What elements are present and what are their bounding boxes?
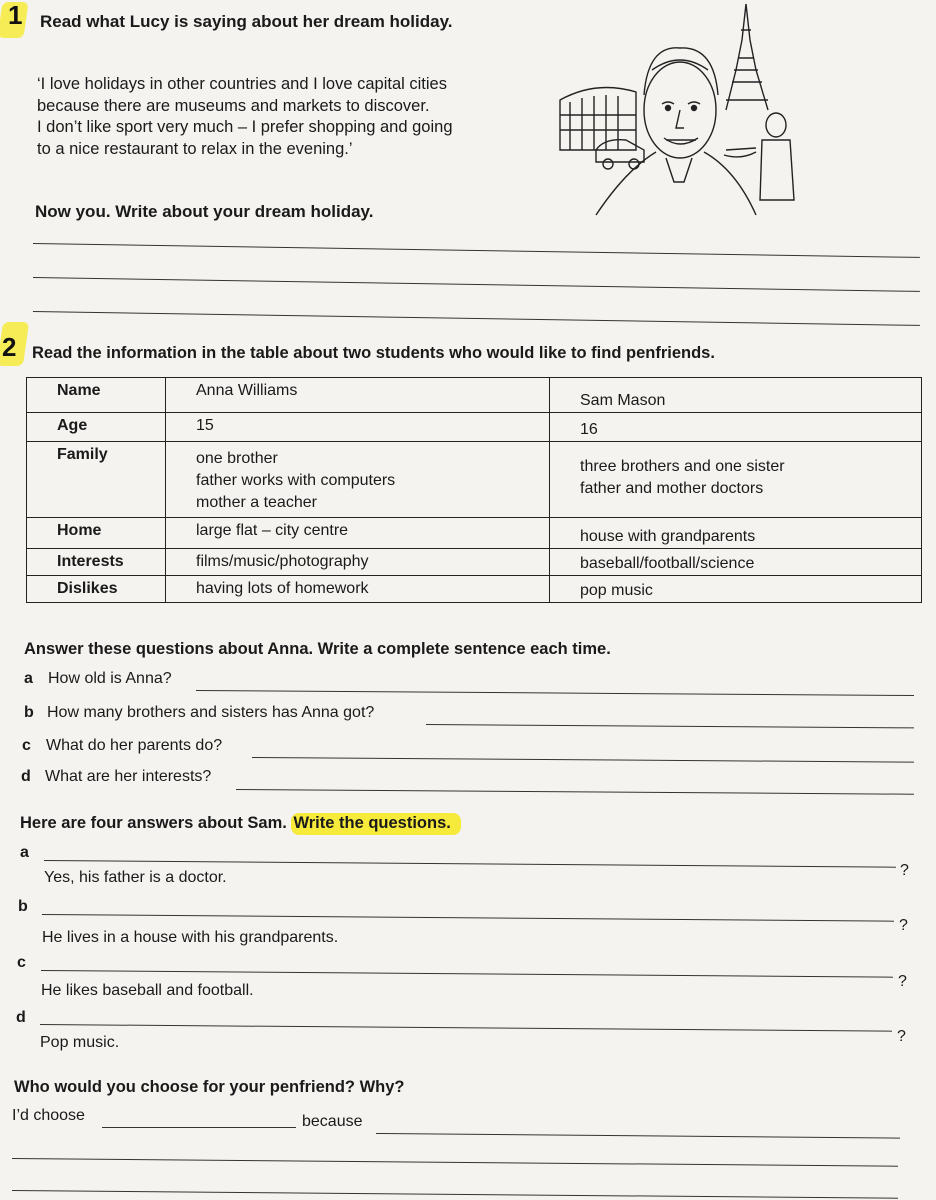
question-letter: a [24,670,33,687]
table-header: Anna Williams [166,378,550,413]
anna-question: What are her interests? [45,768,212,785]
penfriends-table [26,377,922,603]
sam-heading [20,814,461,833]
question-letter: b [24,704,34,721]
exercise-1-prompt: Now you. Write about your dream holiday. [35,202,374,221]
anna-question: What do her parents do? [46,737,223,754]
writing-line[interactable] [33,311,920,326]
table-row [27,576,922,603]
reason-line[interactable] [12,1190,898,1199]
table-cell: large flat – city centre [166,518,550,549]
writing-line[interactable] [33,243,920,258]
answer-line[interactable] [196,690,914,696]
lucy-illustration [556,0,806,218]
table-header: Sam Mason [550,378,922,413]
table-row [27,378,922,413]
row-label: Home [27,518,166,549]
table-cell: films/music/photography [166,549,550,576]
because-label: because [302,1113,363,1130]
table-row [27,518,922,549]
answer-line[interactable] [236,789,914,795]
sam-heading-text: Here are four answers about Sam. [20,814,287,832]
exercise-2-heading: Read the information in the table about two students who would like to find penfriends. [32,344,715,362]
sam-answer: He lives in a house with his grandparents. [42,929,339,946]
choice-line[interactable] [102,1127,296,1128]
table-header: Name [27,378,166,413]
table-row [27,549,922,576]
answer-line[interactable] [252,757,914,763]
reason-line[interactable] [12,1158,898,1167]
quote-line: ‘I love holidays in other countries and I love capital cities [37,75,447,93]
question-line[interactable] [44,860,896,868]
table-cell: house with grandparents [550,518,922,549]
table-cell [166,442,550,518]
choose-heading: Who would you choose for your penfriend? Why? [14,1078,405,1096]
question-line[interactable] [40,1024,892,1032]
table-row [27,413,922,442]
cell-line: mother a teacher [196,494,317,511]
quote-line: I don’t like sport very much – I prefer shopping and going [37,118,453,136]
answer-line[interactable] [426,724,914,728]
sam-answer: Yes, his father is a doctor. [44,869,227,886]
table-cell: baseball/football/science [550,549,922,576]
cell-line: father works with computers [196,472,396,489]
quote-line: to a nice restaurant to relax in the evening.’ [37,139,353,158]
table-cell: 15 [166,413,550,442]
row-label: Dislikes [27,576,166,603]
question-letter: c [22,737,31,754]
quote-line: because there are museums and markets to discover. [37,96,430,115]
answer-letter: b [18,898,28,915]
exercise-1-number: 1 [8,0,23,30]
answer-letter: c [17,954,26,971]
cell-line: three brothers and one sister [580,458,785,475]
table-row [27,442,922,518]
question-mark: ? [897,1028,906,1045]
question-line[interactable] [42,914,894,922]
sam-heading-highlighted: Write the questions. [291,813,460,835]
exercise-1-heading: Read what Lucy is saying about her dream holiday. [40,12,453,31]
sam-answer: Pop music. [40,1034,120,1051]
cell-line: one brother [196,450,278,467]
question-mark: ? [899,917,908,934]
anna-question: How many brothers and sisters has Anna got? [47,704,375,721]
anna-question: How old is Anna? [48,670,172,687]
lucy-quote [37,74,453,160]
question-letter: d [21,768,31,785]
writing-line[interactable] [33,277,920,292]
choose-start: I’d choose [12,1107,85,1124]
anna-heading: Answer these questions about Anna. Write a complete sentence each time. [24,640,611,658]
table-cell: having lots of homework [166,576,550,603]
answer-letter: d [16,1009,26,1026]
exercise-2-number: 2 [2,332,17,362]
row-label: Interests [27,549,166,576]
question-line[interactable] [41,970,893,978]
table-cell [550,442,922,518]
question-mark: ? [900,862,909,879]
answer-letter: a [20,844,29,861]
cell-line: father and mother doctors [580,480,764,497]
row-label: Age [27,413,166,442]
question-mark: ? [898,973,907,990]
reason-line[interactable] [376,1133,900,1139]
sam-answer: He likes baseball and football. [41,982,254,999]
table-cell: 16 [550,413,922,442]
table-cell: pop music [550,576,922,603]
row-label: Family [27,442,166,518]
